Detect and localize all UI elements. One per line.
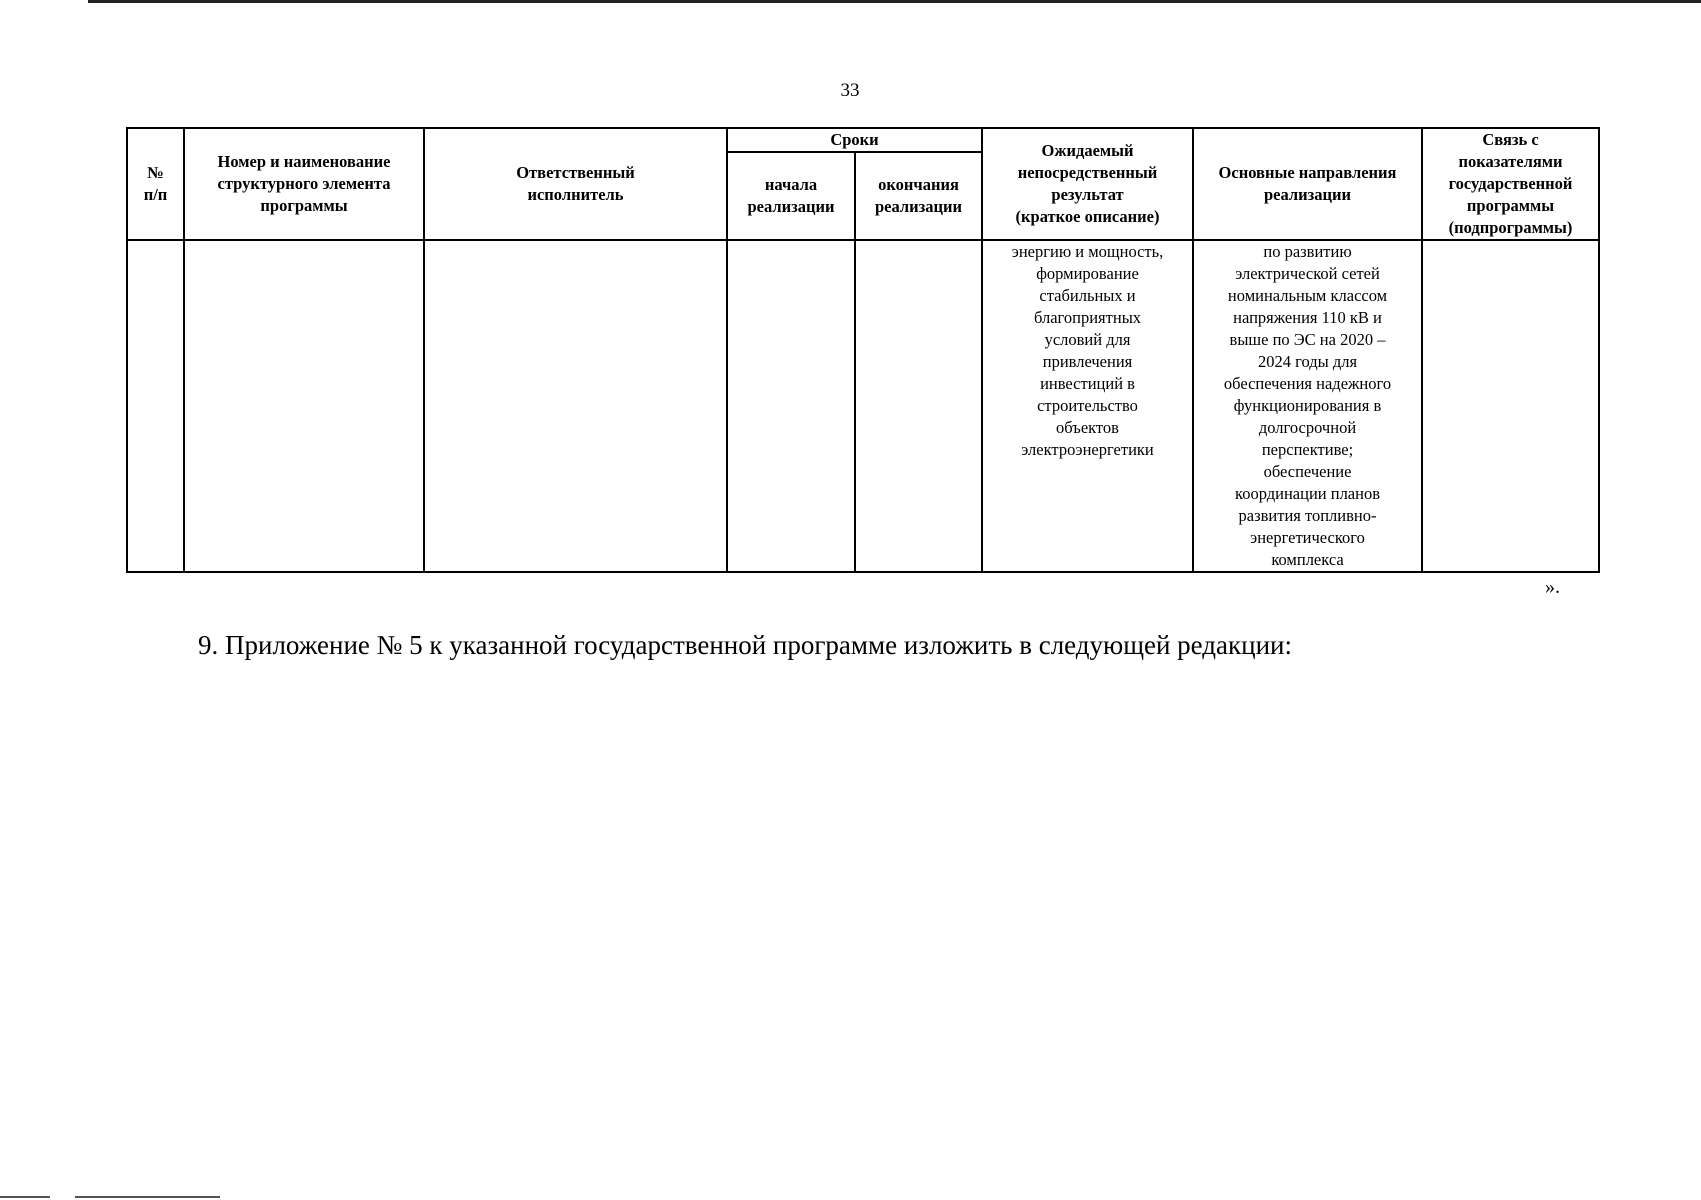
header-main-directions: Основные направления реализации (1193, 128, 1422, 240)
scan-artifact-left (0, 1196, 50, 1198)
header-start: начала реализации (727, 152, 855, 240)
table-header-row (127, 128, 1599, 152)
cell-link-indicators (1422, 240, 1599, 572)
header-terms: Сроки (727, 128, 982, 152)
program-plan-table (126, 127, 1600, 573)
header-expected-result: Ожидаемый непосредственный результат (краткое описание) (982, 128, 1193, 240)
cell-start (727, 240, 855, 572)
cell-end (855, 240, 982, 572)
scan-edge-top (88, 0, 1701, 3)
header-structural-element: Номер и наименование структурного элемента программы (184, 128, 424, 240)
cell-main-directions: по развитию электрической сетей номинальным классом напряжения 110 кВ и выше по ЭС на 2020 – 2024 годы для обеспечения надежного функционирования в долгосрочной перспективе; обеспечение координации планов развития топливно- энергетического комплекса (1193, 240, 1422, 572)
header-num: № п/п (127, 128, 184, 240)
table-row (127, 240, 1599, 572)
header-responsible-executor: Ответственный исполнитель (424, 128, 727, 240)
cell-structural-element (184, 240, 424, 572)
cell-responsible-executor (424, 240, 727, 572)
header-link-indicators: Связь с показателями государственной программы (подпрограммы) (1422, 128, 1599, 240)
page-number: 33 (840, 80, 860, 101)
header-end: окончания реализации (855, 152, 982, 240)
closing-quote: ». (1545, 576, 1560, 598)
cell-num (127, 240, 184, 572)
scan-artifact-right (75, 1196, 220, 1198)
cell-expected-result: энергию и мощность, формирование стабильных и благоприятных условий для привлечения инвестиций в строительство объектов электроэнергетики (982, 240, 1193, 572)
section-paragraph: 9. Приложение № 5 к указанной государственной программе изложить в следующей редакции: (198, 630, 1292, 660)
